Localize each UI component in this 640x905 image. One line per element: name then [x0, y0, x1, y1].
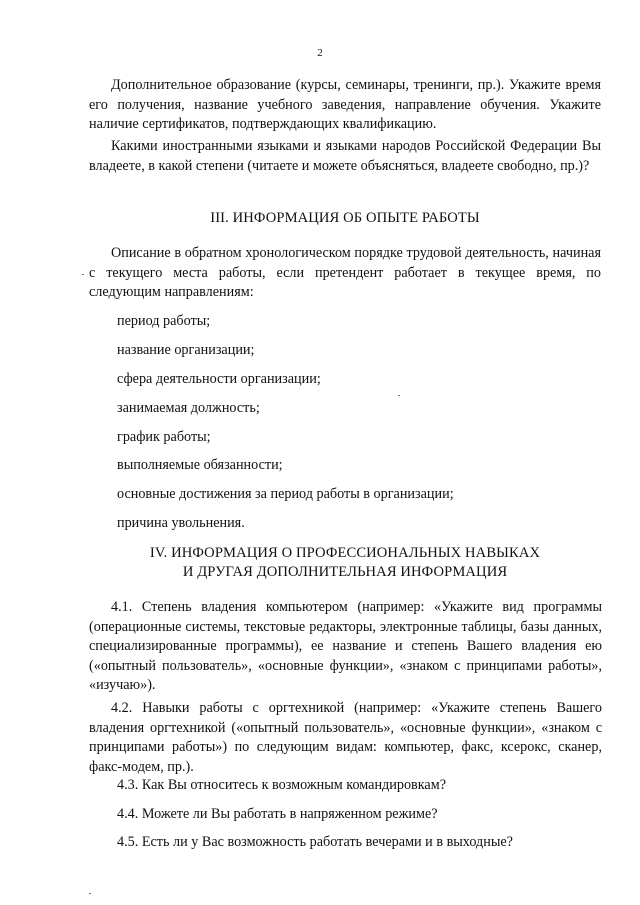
- page-number: 2: [317, 47, 323, 59]
- list-item: период работы;: [117, 313, 211, 329]
- list-item: график работы;: [117, 429, 211, 445]
- scan-speck: [82, 274, 84, 275]
- list-item: название организации;: [117, 342, 255, 358]
- section-3-heading: III. ИНФОРМАЦИЯ ОБ ОПЫТЕ РАБОТЫ: [210, 210, 480, 226]
- question-4-3: 4.3. Как Вы относитесь к возможным командировкам?: [117, 777, 447, 793]
- paragraph-4-2: 4.2. Навыки работы с оргтехникой (например: «Укажите степень Вашего владения оргтехникой («опытный пользователь», «основные функции», «знаком с принципами работы») по следующим видам: компьютер, факс, ксерокс, сканер, факс-модем, пр.).: [89, 700, 602, 775]
- list-item: сфера деятельности организации;: [117, 371, 321, 387]
- question-4-5: 4.5. Есть ли у Вас возможность работать вечерами и в выходные?: [117, 834, 513, 850]
- list-item: причина увольнения.: [117, 515, 245, 531]
- list-item: выполняемые обязанности;: [117, 457, 283, 473]
- scan-speck: [398, 395, 400, 396]
- languages-paragraph: Какими иностранными языками и языками народов Российской Федерации Вы владеете, в какой степени (читаете и можете объясняться, владеете свободно, пр.)?: [89, 138, 601, 174]
- question-4-4: 4.4. Можете ли Вы работать в напряженном режиме?: [117, 806, 438, 822]
- work-experience-description: Описание в обратном хронологическом порядке трудовой деятельность, начиная с текущего места работы, если претендент работает в текущее время, по следующим направлениям:: [89, 245, 601, 300]
- list-item: основные достижения за период работы в организации;: [117, 486, 454, 502]
- list-item: занимаемая должность;: [117, 400, 260, 416]
- section-4-heading-line-1: IV. ИНФОРМАЦИЯ О ПРОФЕССИОНАЛЬНЫХ НАВЫКАХ: [149, 545, 541, 561]
- paragraph-4-1: 4.1. Степень владения компьютером (например: «Укажите вид программы (операционные системы, текстовые редакторы, электронные таблицы, базы данных, специализированные программы), ее название и степень Вашего владения ею («опытный пользователь», «основные функции», «знаком с принципами работы», «изучаю»).: [89, 599, 602, 693]
- education-paragraph: Дополнительное образование (курсы, семинары, тренинги, пр.). Укажите время его получения, название учебного заведения, направление обучения. Укажите наличие сертификатов, подтверждающих квалификацию.: [89, 77, 601, 132]
- section-4-heading-line-2: И ДРУГАЯ ДОПОЛНИТЕЛЬНАЯ ИНФОРМАЦИЯ: [182, 564, 508, 580]
- scan-speck: [89, 893, 91, 894]
